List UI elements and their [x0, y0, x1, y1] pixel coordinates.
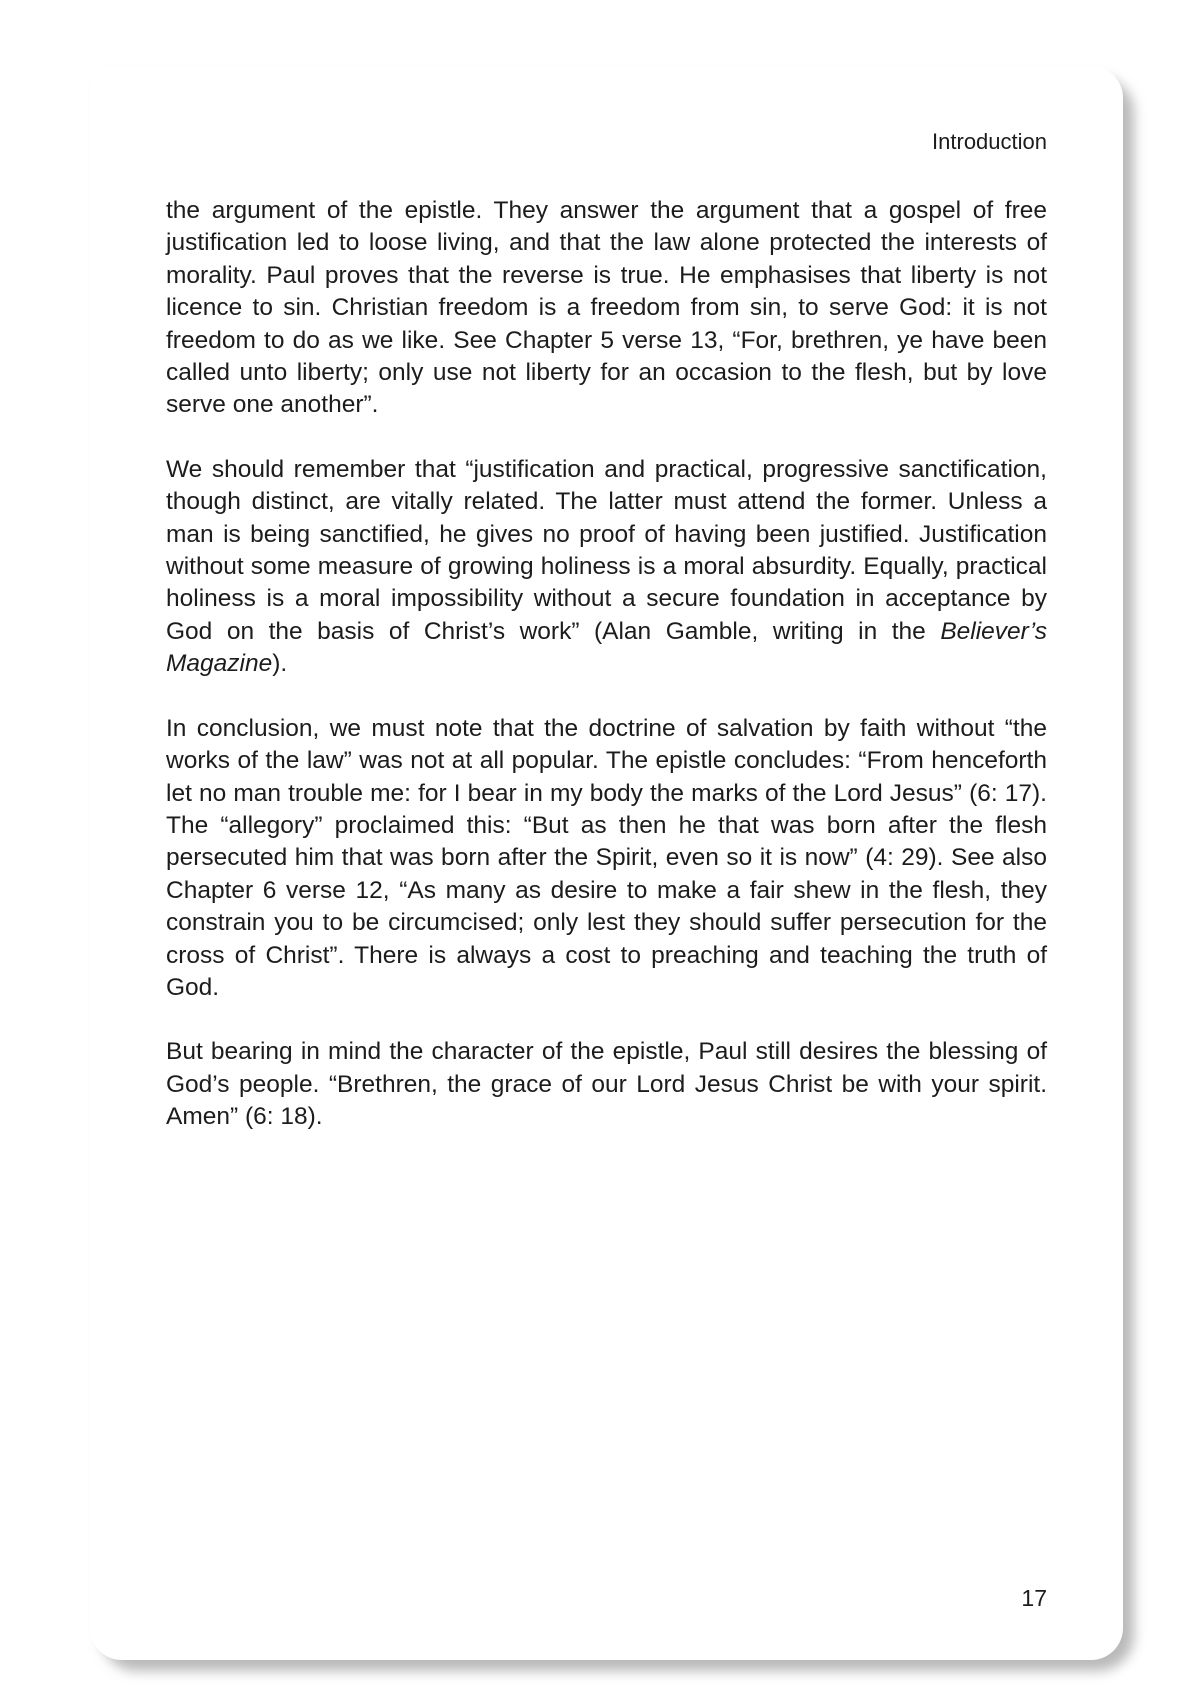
running-header: Introduction — [932, 129, 1047, 154]
paragraph-4: But bearing in mind the character of the epistle, Paul still desires the blessing of God’s people. “Brethren, the grace of our Lord Jesus Christ be with your spirit. Amen” (6: 18). — [166, 1038, 1047, 1131]
page-number: 17 — [1021, 1585, 1047, 1611]
body-text — [166, 195, 1047, 1134]
paragraph-3: In conclusion, we must note that the doctrine of salvation by faith without “the works of the law” was not at all popular. The epistle concludes: “From henceforth let no man trouble me: for I bear in my body the marks of the Lord Jesus” (6: 17). The “allegory” proclaimed this: “But as then he that was born after the flesh persecuted him that was born after the Spirit, even so it is now” (4: 29). See also Chapter 6 verse 12, “As many as desire to make a fair shew in the flesh, they constrain you to be circumcised; only lest they should suffer persecution for the cross of Christ”. There is always a cost to preaching and teaching the truth of God. — [166, 714, 1047, 1001]
document-page — [90, 66, 1123, 1660]
paragraph-2-text: We should remember that “justification and practical, progressive sanctification, though distinct, are vitally related. The latter must attend the former. Unless a man is being sanctified, he gives no proof of having been justified. Justification without some measure of growing holiness is a moral absurdity. Equally, practical holiness is a moral impossibility without a secure foundation in acceptance by God on the basis of Christ’s work” (Alan Gamble, writing in the — [166, 455, 1047, 645]
paragraph-1: the argument of the epistle. They answer the argument that a gospel of free justification led to loose living, and that the law alone protected the interests of morality. Paul proves that the reverse is true. He emphasises that liberty is not licence to sin. Christian freedom is a freedom from sin, to serve God: it is not freedom to do as we like. See Chapter 5 verse 13, “For, brethren, ye have been called unto liberty; only use not liberty for an occasion to the flesh, but by love serve one another”. — [166, 197, 1047, 419]
paragraph-2 — [166, 454, 1047, 681]
page-content — [166, 128, 1047, 1611]
paragraph-2-closing: ). — [272, 650, 288, 678]
magazine-title: Believer’s Magazine — [166, 617, 1047, 678]
